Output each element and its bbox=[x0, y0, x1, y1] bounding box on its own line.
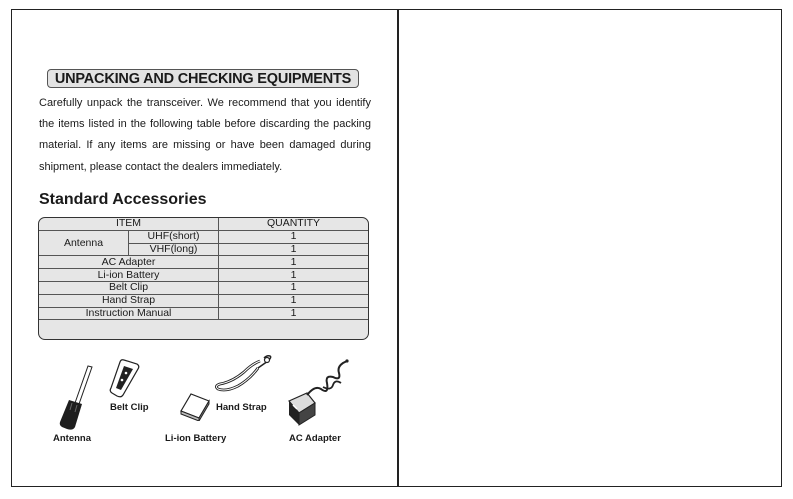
header-item: ITEM bbox=[39, 218, 219, 230]
ac-adapter-icon bbox=[283, 359, 353, 429]
qty-ac-adapter: 1 bbox=[219, 256, 369, 269]
hand-strap-icon bbox=[212, 354, 282, 394]
qty-instruction-manual: 1 bbox=[219, 307, 369, 320]
battery-icon bbox=[178, 391, 212, 421]
antenna-icon bbox=[55, 364, 100, 432]
caption-antenna: Antenna bbox=[53, 433, 91, 444]
table-row bbox=[39, 269, 368, 282]
caption-belt-clip: Belt Clip bbox=[110, 402, 149, 413]
table-row bbox=[39, 256, 368, 269]
caption-hand-strap: Hand Strap bbox=[216, 402, 267, 413]
qty-li-ion-battery: 1 bbox=[219, 269, 369, 282]
table-row bbox=[39, 230, 368, 243]
antenna-uhf: UHF(short) bbox=[129, 230, 219, 243]
caption-ac-adapter: AC Adapter bbox=[289, 433, 341, 444]
belt-clip-icon bbox=[106, 357, 142, 399]
antenna-vhf: VHF(long) bbox=[129, 243, 219, 256]
qty-hand-strap: 1 bbox=[219, 294, 369, 307]
qty-uhf: 1 bbox=[219, 230, 369, 243]
item-ac-adapter: AC Adapter bbox=[39, 256, 219, 269]
page-divider bbox=[397, 9, 399, 487]
item-belt-clip: Belt Clip bbox=[39, 281, 219, 294]
table-header-row bbox=[39, 218, 368, 230]
header-quantity: QUANTITY bbox=[219, 218, 369, 230]
table-row bbox=[39, 294, 368, 307]
caption-li-ion-battery: Li-ion Battery bbox=[165, 433, 227, 444]
table-row bbox=[39, 281, 368, 294]
section-heading: UNPACKING AND CHECKING EQUIPMENTS bbox=[47, 69, 359, 88]
item-hand-strap: Hand Strap bbox=[39, 294, 219, 307]
table-row bbox=[39, 307, 368, 320]
intro-paragraph: Carefully unpack the transceiver. We recommend that you identify the items listed in the following table before discarding the packing material. If any items are missing or have been damaged during shipment, please contact the dealers immediately. bbox=[39, 97, 371, 173]
qty-vhf: 1 bbox=[219, 243, 369, 256]
item-li-ion-battery: Li-ion Battery bbox=[39, 269, 219, 282]
qty-belt-clip: 1 bbox=[219, 281, 369, 294]
antenna-label: Antenna bbox=[39, 230, 129, 256]
standard-accessories-heading: Standard Accessories bbox=[39, 191, 207, 208]
accessories-table bbox=[38, 217, 369, 340]
item-instruction-manual: Instruction Manual bbox=[39, 307, 219, 320]
